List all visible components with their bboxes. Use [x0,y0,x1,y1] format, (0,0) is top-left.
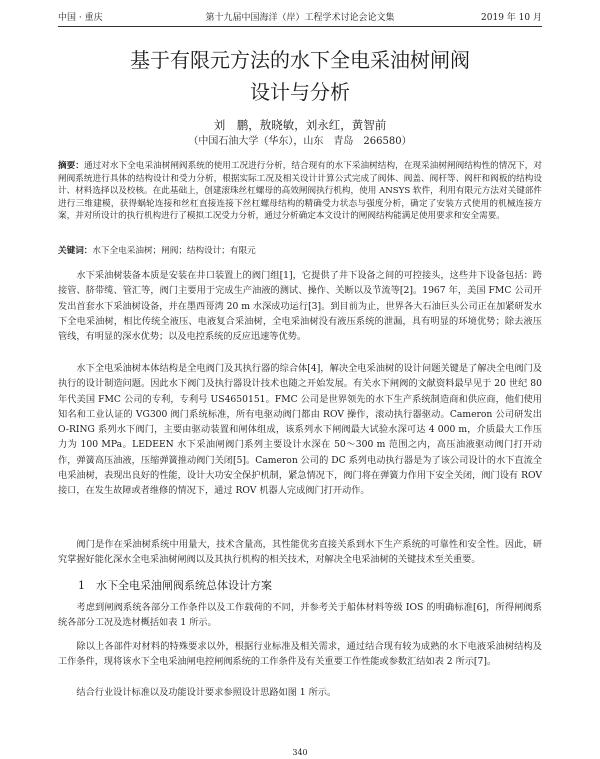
abstract [58,160,542,223]
body-paragraph-4 [58,600,542,631]
body-paragraph-3 [58,537,542,568]
abstract-text: 通过对水下全电采油树闸阀系统的使用工况进行分析，结合现有的水下采油树结构，在现采油树闸阀结构性的情况下，对闸阀系统进行具体的结构设计和受力分析，根据实际工况及相关设计计算公式完成了阀体、阀盖、阀杆等、阀杆和阀板的结构设计、材料选择以及校核。在此基础上，创建滚珠丝杠螺母的高效闸阀执行机构，使用 ANSYS 软件，利用有限元方法对关键部件进行三维建模，获得蜗轮连接和丝杠直接连接下丝杠螺母结构的精确受力状态与强度分析，确定了安装方式使用的机械连接方案，并对所设计的执行机构进行了模拟工况受力分析，通过分析确定本文设计的闸阀结构能满足使用要求和安全需要。 [58,161,542,222]
header-date: 2019 年 10 月 [481,13,542,23]
paper-title [40,44,560,108]
section-title: 水下全电采油闸阀系统总体设计方案 [96,579,272,592]
running-header [58,12,542,27]
paragraph-text: 除以上各部件对材料的特殊要求以外，根据行业标准及相关需求，通过结合现有较为成熟的水下电液采油树结构及工作条件，现将该水下全电采油闸电控闸阀系统的工作条件及有关重要工作性能或参数汇结如表 2 所示[7]。 [58,641,542,668]
paper-title-line2: 设计与分析 [250,80,350,104]
paragraph-text: 考虑到闸阀系统各部分工作条件以及工作载荷的不同，并参考关于船体材料等级 IOS 的明确标准[6]，所得闸阀系统各部分工况及选材概括如表 1 所示。 [58,602,542,629]
keywords [58,245,542,258]
paragraph-text: 水下全电采油树本体结构是全电阀门及其执行器的综合体[4]，解决全电采油树的设计问题关键是了解决全电阀门及执行的设计制造问题。因此水下阀门及执行器设计技术也随之开始发展。有关水下闸阀的文献资料最早见于 20 世纪 80 年代美国 FMC 公司的专利，专利号 US4650151。FMC 公司是世界领先的水下生产系统制造商和供应商，他们使用知名和工业认证的 VG300 阀门系统标准，所有电驱动阀门都由 ROV 操作，滚动执行器驱动。Cameron 公司研发出 O-RING 系列水下阀门，主要由驱动装置和闸体组成，该系列水下闸阀最大试验水深可达 4 000 m，介质最大工作压力为 100 MPa。LEDEEN 水下采油闸阀门系列主要设计水深在 50～300 m 范围之内，高压油液驱动阀门打开动作，弹簧高压油液，压缩弹簧推动阀门关闭[5]。Cameron 公司的 DC 系列电动执行器是为了该公司设计的水下直流全电采油树，表现出良好的性能，设计大功安全保护机制，紧急情况下，阀门将在弹簧力作用下安全关闭，阀门设有 ROV 接口，在发生故障或者维修的情况下，通过 ROV 机器人完成阀门打开动作。 [58,363,542,497]
paragraph-text: 水下采油树装备本质是安装在井口装置上的阀门组[1]，它提供了井下设备之间的可控接头，这些井下设备包括：跨接管、脐带缆、管汇等，阀门主要用于完成生产油液的测试、操作、关断以及节流等[2]。1967 年，美国 FMC 公司开发出首套水下采油树设备，并在墨西哥湾 20 m 水深成功运行[3]。到目前为止，世界各大石油巨头公司正在加紧研发水下全电采油树，相比传统全液压、电液复合采油树，全电采油树没有液压系统的泄漏，具有明显的环境优势；除去液压管线，有明显的深水优势；以及电控系统的反应迅速等优势。 [58,270,542,343]
body-paragraph-2 [58,361,542,499]
section-heading [78,578,542,594]
paper-title-line1: 基于有限元方法的水下全电采油树闸阀 [130,48,470,72]
authors: 刘 鹏，敖晓敏，刘永红，黄智前 [213,118,387,132]
section-number: 1 [78,579,85,592]
keywords-text: 水下全电采油树；闸阀；结构设计；有限元 [92,246,256,256]
affiliation: （中国石油大学（华东），山东 青岛 266580） [188,136,412,147]
body-paragraph-5 [58,639,542,670]
body-paragraph-1 [58,268,542,344]
paragraph-text: 结合行业设计标准以及功能设计要求参照设计思路如图 1 所示。 [76,687,337,698]
page-number: 340 [292,748,308,757]
header-location: 中国 · 重庆 [58,13,103,23]
paragraph-text: 阀门是作在采油树系统中用量大，技术含量高，其性能优劣直接关系到水下生产系统的可靠性和安全性。因此，研究掌握好能化深水全电采油树闸阀以及其执行机构的相关技术，对解决全电采油树的关键技术至关重要。 [58,539,542,566]
keywords-label: 关键词： [58,246,93,256]
body-paragraph-6 [58,685,542,700]
header-proceedings: 第十九届中国海洋（岸）工程学术讨论会论文集 [205,13,395,23]
abstract-label: 摘要： [58,161,84,171]
